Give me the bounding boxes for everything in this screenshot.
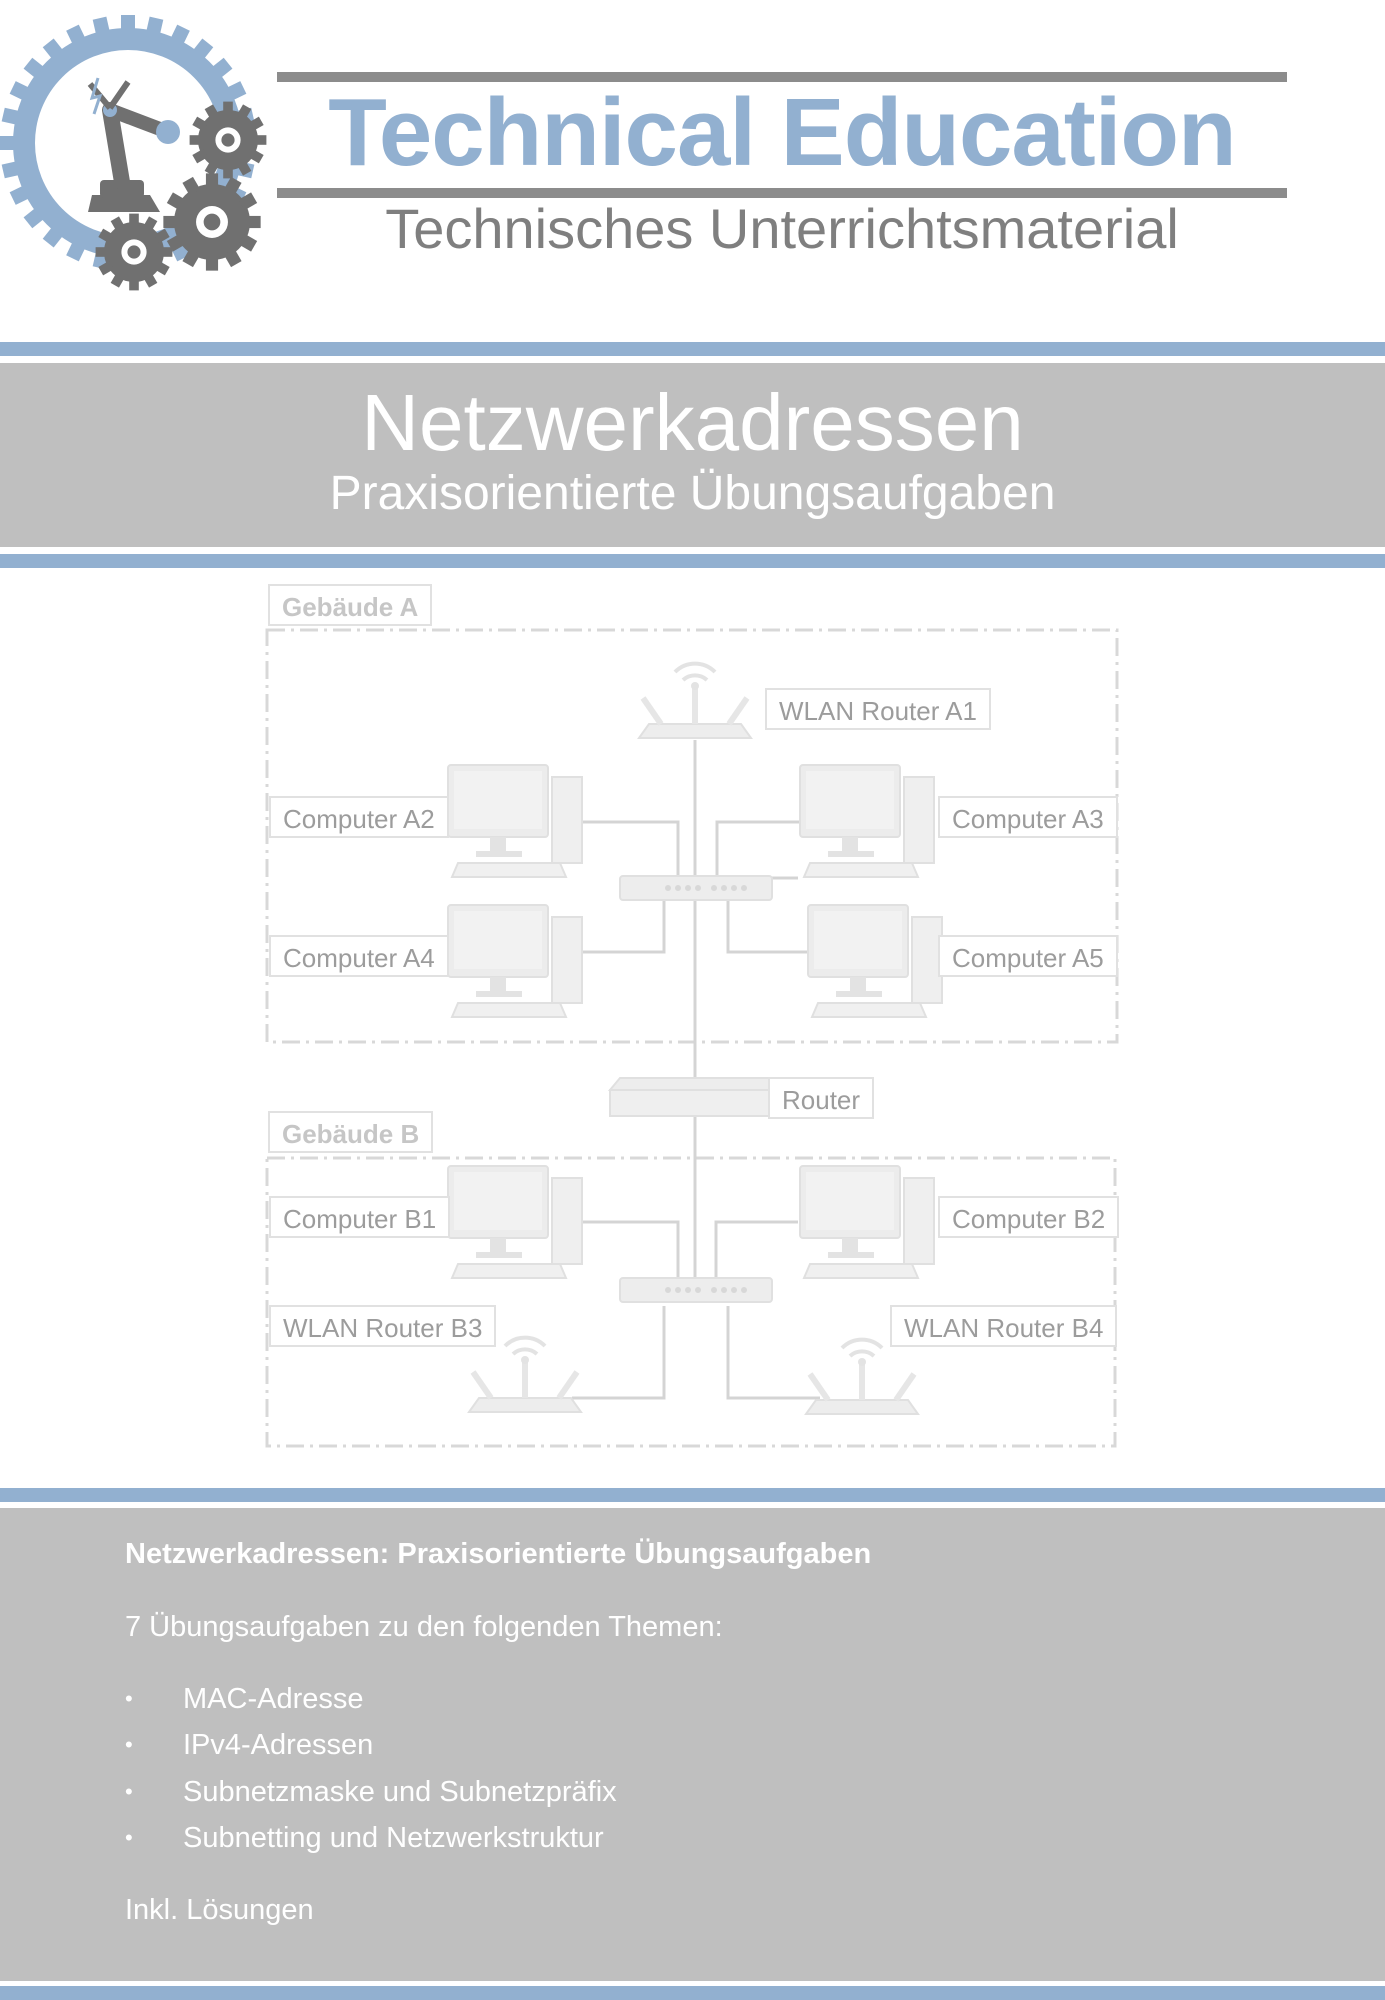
topic-text: IPv4-Adressen — [183, 1729, 374, 1761]
device-label: WLAN Router B4 — [890, 1305, 1117, 1347]
device-label: Computer A3 — [938, 796, 1118, 838]
computer-icon — [808, 905, 942, 1017]
computer-icon — [448, 1166, 582, 1278]
wlan-router-icon — [469, 1338, 581, 1412]
device-label: WLAN Router A1 — [765, 688, 991, 730]
brand-title: Technical Education — [328, 79, 1236, 186]
summary-heading: Netzwerkadressen: Praxisorientierte Übungsaufgaben — [125, 1538, 872, 1570]
building-a-label: Gebäude A — [268, 584, 432, 626]
device-label: Computer A5 — [938, 935, 1118, 977]
computer-icon — [448, 765, 582, 877]
accent-stripe — [0, 1488, 1385, 1502]
bullet-icon: • — [125, 1779, 133, 1804]
building-b-label: Gebäude B — [268, 1111, 433, 1153]
wlan-router-icon — [806, 1340, 918, 1414]
bullet-icon: • — [125, 1825, 133, 1850]
page-title: Netzwerkadressen — [361, 378, 1024, 467]
wlan-router-icon — [639, 664, 751, 738]
brand-subtitle: Technisches Unterrichtsmaterial — [385, 197, 1179, 260]
summary-intro: 7 Übungsaufgaben zu den folgenden Themen: — [125, 1611, 723, 1643]
switch-icon — [620, 876, 772, 900]
device-label: WLAN Router B3 — [269, 1305, 496, 1347]
device-label: Computer A2 — [269, 796, 449, 838]
bullet-icon: • — [125, 1732, 133, 1757]
computer-icon — [448, 905, 582, 1017]
computer-icon — [800, 1166, 934, 1278]
bullet-icon: • — [125, 1686, 133, 1711]
core-router-icon — [610, 1078, 780, 1116]
topic-text: Subnetting und Netzwerkstruktur — [183, 1822, 604, 1854]
device-label: Computer B2 — [938, 1196, 1119, 1238]
topic-text: MAC-Adresse — [183, 1683, 364, 1715]
device-label: Computer B1 — [269, 1196, 450, 1238]
computer-icon — [800, 765, 934, 877]
summary-footer: Inkl. Lösungen — [125, 1894, 314, 1926]
device-label: Computer A4 — [269, 935, 449, 977]
accent-stripe — [0, 1986, 1385, 2000]
topic-text: Subnetzmaske und Subnetzpräfix — [183, 1776, 617, 1808]
router-label: Router — [768, 1077, 874, 1119]
page-subtitle: Praxisorientierte Übungsaufgaben — [329, 467, 1056, 520]
switch-icon — [620, 1278, 772, 1302]
